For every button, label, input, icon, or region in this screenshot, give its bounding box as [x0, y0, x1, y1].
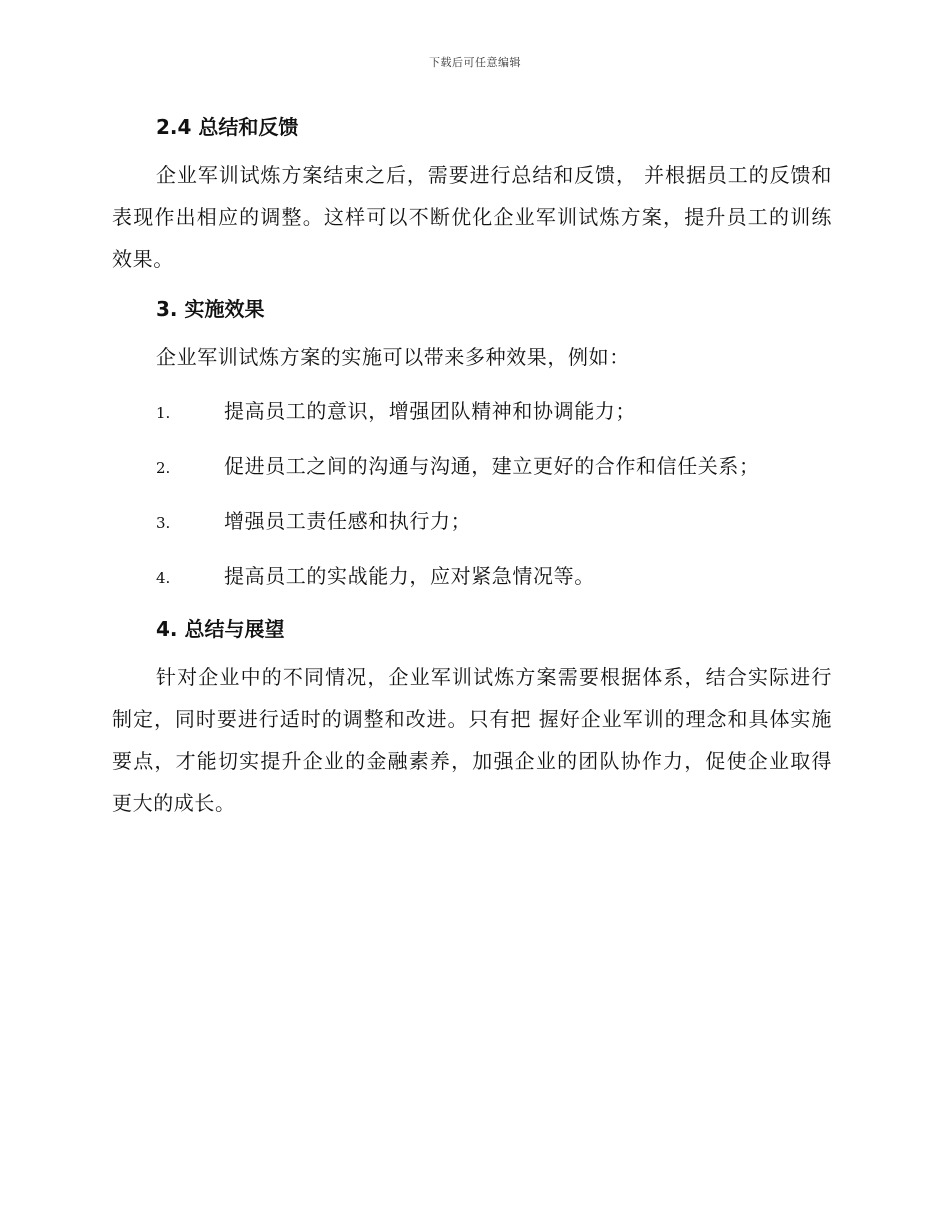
section-intro-3: 企业军训试炼方案的实施可以带来多种效果，例如： — [156, 345, 630, 369]
effects-list — [112, 390, 832, 610]
section-paragraph-4: 针对企业中的不同情况，企业军训试炼方案需要根据体系，结合实际进行制定，同时要进行适时的调整和改进。只有把 握好企业军训的理念和具体实施要点，才能切实提升企业的金融素养，加强企业的团队协作力，促使企业取得更大的成长。 — [112, 665, 832, 815]
section-heading-2-4: 2.4 总结和反馈 — [156, 115, 299, 139]
list-item-text: 提高员工的意识，增强团队精神和协调能力； — [224, 399, 636, 423]
section-paragraph-2-4: 企业军训试炼方案结束之后，需要进行总结和反馈， 并根据员工的反馈和表现作出相应的调整。这样可以不断优化企业军训试炼方案，提升员工的训练效果。 — [112, 163, 832, 271]
section-heading-4: 4. 总结与展望 — [156, 617, 285, 641]
list-item-number: 2. — [156, 459, 171, 477]
list-item-number: 1. — [156, 404, 171, 422]
list-item — [112, 500, 832, 555]
list-item — [112, 555, 832, 610]
section-heading-3: 3. 实施效果 — [156, 297, 265, 321]
page-header: 下载后可任意编辑 — [429, 56, 521, 69]
list-item-number: 4. — [156, 569, 171, 587]
list-item — [112, 445, 832, 500]
list-item-text: 促进员工之间的沟通与沟通，建立更好的合作和信任关系； — [224, 454, 760, 478]
list-item — [112, 390, 832, 445]
list-item-text: 提高员工的实战能力，应对紧急情况等。 — [224, 564, 595, 588]
list-item-text: 增强员工责任感和执行力； — [224, 509, 472, 533]
list-item-number: 3. — [156, 514, 171, 532]
document-body — [112, 112, 832, 824]
